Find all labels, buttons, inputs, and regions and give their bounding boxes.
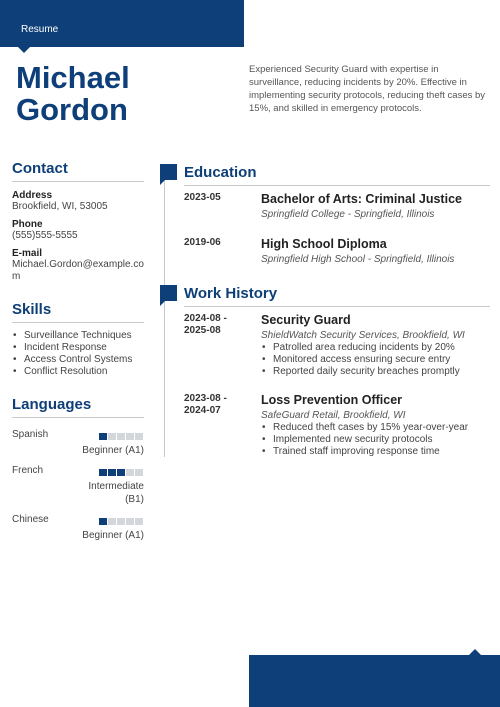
job-bullet: • Implemented new security protocols bbox=[261, 434, 500, 446]
rating-square-empty bbox=[126, 469, 134, 476]
email-label: E-mail bbox=[12, 248, 43, 259]
summary-text: Experienced Security Guard with expertise in surveillance, reducing incidents by 20%. Effective in implementing security protocols, reducing theft cases by 15%, and skilled in emergency protocols. bbox=[249, 64, 486, 114]
work-heading: Work History bbox=[184, 285, 278, 302]
banner-notch bbox=[18, 47, 30, 53]
rating-square-filled bbox=[108, 469, 116, 476]
work-body bbox=[261, 313, 500, 378]
education-body bbox=[261, 237, 500, 265]
rating-square-filled bbox=[99, 433, 107, 440]
rating-square-empty bbox=[108, 518, 116, 525]
work-date-start: 2023-08 - bbox=[184, 393, 227, 404]
degree-title: Bachelor of Arts: Criminal Justice bbox=[261, 192, 462, 206]
work-date-end: 2025-08 bbox=[184, 325, 221, 336]
rating-square-empty bbox=[117, 518, 125, 525]
phone-label: Phone bbox=[12, 219, 43, 230]
job-bullet: • Monitored access ensuring secure entry bbox=[261, 354, 500, 366]
rating-square-empty bbox=[126, 518, 134, 525]
rating-square-empty bbox=[135, 518, 143, 525]
rating-square-filled bbox=[99, 469, 107, 476]
candidate-name bbox=[16, 62, 130, 126]
contact-divider bbox=[12, 181, 144, 182]
education-section bbox=[160, 164, 490, 274]
top-banner bbox=[0, 0, 244, 47]
language-name: Chinese bbox=[12, 514, 49, 525]
bottom-banner bbox=[249, 655, 500, 707]
education-heading: Education bbox=[184, 164, 257, 181]
job-bullet: • Trained staff improving response time bbox=[261, 446, 500, 458]
education-date: 2019-06 bbox=[184, 237, 221, 248]
skill-item: • Surveillance Techniques bbox=[12, 330, 144, 342]
language-level: Beginner (A1) bbox=[82, 445, 144, 456]
job-bullet: • Patrolled area reducing incidents by 20% bbox=[261, 342, 500, 354]
address-label: Address bbox=[12, 190, 53, 201]
work-date bbox=[184, 313, 254, 337]
work-flag-icon bbox=[160, 285, 177, 301]
contact-block bbox=[12, 190, 144, 283]
company-name: ShieldWatch Security Services, Brookfield, WI bbox=[261, 330, 465, 341]
degree-title: High School Diploma bbox=[261, 237, 387, 251]
rating-square-empty bbox=[135, 469, 143, 476]
education-divider bbox=[184, 185, 490, 186]
work-body bbox=[261, 393, 500, 458]
phone-value: (555)555-5555 bbox=[12, 230, 78, 241]
school-name: Springfield High School - Springfield, Illinois bbox=[261, 254, 455, 265]
school-name: Springfield College - Springfield, Illinois bbox=[261, 209, 435, 220]
work-section bbox=[160, 285, 490, 465]
languages-heading: Languages bbox=[12, 396, 92, 413]
education-body bbox=[261, 192, 500, 220]
email-value: Michael.Gordon@example.com bbox=[12, 259, 144, 282]
banner-label: Resume bbox=[21, 24, 59, 35]
job-bullets bbox=[261, 422, 500, 458]
language-rating-bar bbox=[99, 433, 143, 440]
language-rating-bar bbox=[99, 469, 143, 476]
language-name: French bbox=[12, 465, 44, 476]
language-level: Intermediate (B1) bbox=[88, 481, 144, 505]
rating-square-empty bbox=[135, 433, 143, 440]
work-date bbox=[184, 393, 254, 417]
address-value: Brookfield, WI, 53005 bbox=[12, 201, 108, 212]
job-bullets bbox=[261, 342, 500, 378]
skill-item: • Conflict Resolution bbox=[12, 366, 144, 378]
left-column bbox=[12, 160, 144, 550]
rating-square-empty bbox=[126, 433, 134, 440]
first-name: Michael bbox=[16, 60, 130, 95]
rating-square-empty bbox=[117, 433, 125, 440]
education-flag-icon bbox=[160, 164, 177, 180]
education-date: 2023-05 bbox=[184, 192, 221, 203]
work-divider bbox=[184, 306, 490, 307]
job-title: Loss Prevention Officer bbox=[261, 393, 403, 407]
skills-list bbox=[12, 330, 144, 378]
company-name: SafeGuard Retail, Brookfield, WI bbox=[261, 410, 406, 421]
language-row bbox=[12, 429, 144, 465]
skill-item: • Access Control Systems bbox=[12, 354, 144, 366]
job-title: Security Guard bbox=[261, 313, 351, 327]
work-date-end: 2024-07 bbox=[184, 405, 221, 416]
job-bullet: • Reported daily security breaches promptly bbox=[261, 366, 500, 378]
job-bullet: • Reduced theft cases by 15% year-over-year bbox=[261, 422, 500, 434]
last-name: Gordon bbox=[16, 92, 128, 127]
skills-divider bbox=[12, 322, 144, 323]
language-name: Spanish bbox=[12, 429, 49, 440]
skill-item: • Incident Response bbox=[12, 342, 144, 354]
languages-list bbox=[12, 429, 144, 550]
contact-heading: Contact bbox=[12, 160, 68, 177]
language-level: Beginner (A1) bbox=[82, 530, 144, 541]
language-row bbox=[12, 514, 144, 550]
rating-square-filled bbox=[117, 469, 125, 476]
rating-square-filled bbox=[99, 518, 107, 525]
languages-divider bbox=[12, 417, 144, 418]
language-rating-bar bbox=[99, 518, 143, 525]
skills-heading: Skills bbox=[12, 301, 52, 318]
rating-square-empty bbox=[108, 433, 116, 440]
work-date-start: 2024-08 - bbox=[184, 313, 227, 324]
language-row bbox=[12, 465, 144, 514]
